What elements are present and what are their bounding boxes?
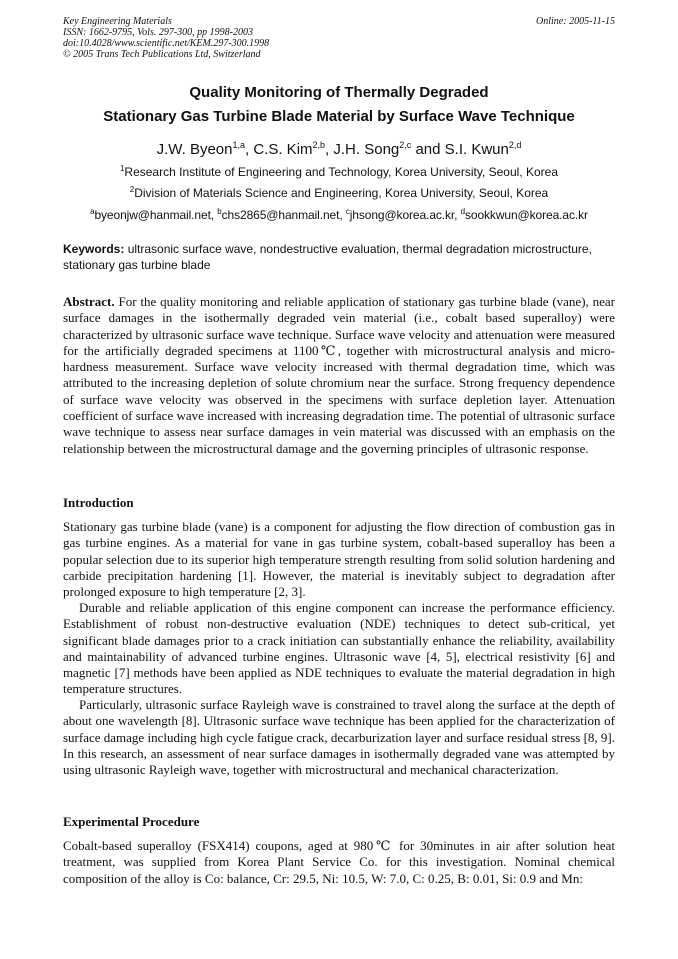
journal-header	[63, 16, 615, 60]
author-superscript: 1,a	[232, 140, 245, 150]
title-line-1: Quality Monitoring of Thermally Degraded	[189, 84, 489, 101]
email-superscript: c	[345, 207, 350, 216]
author-separator: ,	[245, 141, 254, 158]
introduction-heading: Introduction	[63, 495, 134, 510]
affiliation-2	[63, 185, 615, 201]
affiliation-text: Division of Materials Science and Engineering, Korea University, Seoul, Korea	[134, 186, 549, 200]
introduction-paragraph-2	[63, 600, 615, 698]
email-address: byeonjw@hanmail.net,	[94, 208, 218, 222]
experimental-paragraph-1: Cobalt-based superalloy (FSX414) coupons, aged at 980℃ for 30minutes in air after solution heat treatment, was supplied from Korea Plant Service Co. for this investigation. Nominal chemical composition of the alloy is Co: balance, Cr: 29.5, Ni: 10.5, W: 7.0, C: 0.25, B: 0.01, Si: 0.9 and Mn:	[63, 838, 615, 886]
journal-name: Key Engineering Materials	[63, 16, 172, 27]
email-address: chs2865@hanmail.net,	[221, 208, 346, 222]
affiliation-superscript: 2	[129, 185, 135, 194]
email-address: sookkwun@korea.ac.kr	[464, 208, 588, 222]
issn-line: ISSN: 1662-9795, Vols. 297-300, pp 1998-2003	[63, 27, 253, 38]
email-address: jhsong@korea.ac.kr,	[349, 208, 461, 222]
author-name: C.S. Kim	[253, 141, 313, 158]
author-list	[63, 140, 615, 160]
author-separator: ,	[325, 141, 334, 158]
copyright-line: © 2005 Trans Tech Publications Ltd, Switzerland	[63, 49, 261, 60]
title-line-2: Stationary Gas Turbine Blade Material by Surface Wave Technique	[103, 108, 575, 125]
email-superscript: a	[90, 207, 95, 216]
online-date: Online: 2005-11-15	[536, 16, 615, 27]
keywords-block	[63, 241, 615, 273]
author-superscript: 2,c	[399, 140, 412, 150]
doi-line: doi:10.4028/www.scientific.net/KEM.297-300.1998	[63, 38, 270, 49]
abstract-label: Abstract.	[63, 294, 115, 309]
author-separator: and	[411, 141, 445, 158]
paragraph-text: Particularly, ultrasonic surface Rayleigh wave is constrained to travel along the surface at the depth of about one wavelength [8]. Ultrasonic surface wave technique has been applied for the characterization of surface damage including high cycle fatigue crack, decarburization layer and surface residual stress [8, 9]. In this research, an assessment of near surface damages in isothermally degraded vane was attempted by using ultrasonic Rayleigh wave, together with microstructural and mechanical characterization.	[63, 697, 615, 778]
affiliation-text: Research Institute of Engineering and Technology, Korea University, Seoul, Korea	[124, 165, 559, 179]
introduction-paragraph-1: Stationary gas turbine blade (vane) is a component for adjusting the flow direction of combustion gas in gas turbine engines. As a material for vane in gas turbine system, cobalt-based superalloy has been a popular selection due to its superior high temperature strength resulting from solid solution hardening and carbide precipitation hardening [1]. However, the material is inevitably subject to degradation after prolonged exposure to high temperature [2, 3].	[63, 519, 615, 600]
email-superscript: b	[217, 207, 222, 216]
introduction-paragraph-3	[63, 697, 615, 778]
paper-title	[63, 81, 615, 129]
keywords-label: Keywords:	[63, 242, 125, 256]
email-list	[63, 207, 615, 223]
author-superscript: 2,b	[312, 140, 326, 150]
keywords-text: ultrasonic surface wave, nondestructive evaluation, thermal degradation microstructure, stationary gas turbine blade	[63, 242, 592, 272]
email-superscript: d	[460, 207, 465, 216]
author-name: S.I. Kwun	[444, 141, 509, 158]
author-name: J.H. Song	[333, 141, 400, 158]
affiliation-superscript: 1	[119, 164, 125, 173]
abstract-paragraph	[63, 294, 615, 457]
affiliation-1	[63, 164, 615, 180]
author-name: J.W. Byeon	[156, 141, 233, 158]
author-superscript: 2,d	[508, 140, 522, 150]
abstract-text: For the quality monitoring and reliable application of stationary gas turbine blade (vane), near surface damages in the isothermally degraded vein material (i.e., cobalt based superalloy) were characterized by ultrasonic surface wave technique. Surface wave velocity and attenuation were measured for the artificially degraded specimens at 1100℃, together with microstructural analysis and micro-hardness measurement. Surface wave velocity increased with thermal degradation time, which was attributed to the increasing depletion of solute chromium near the surface. Strong frequency dependence of surface wave velocity was observed in the specimens with surface depletion layer. Attenuation coefficient of surface wave increased with increasing degradation time. The potential of ultrasonic surface wave technique to assess near surface damages in vein material was discussed with an emphasis on the relationship between the microstructural damage and the governing principles of ultrasonic response.	[63, 294, 615, 456]
experimental-heading: Experimental Procedure	[63, 814, 200, 829]
paragraph-text: Durable and reliable application of this engine component can increase the performance efficiency. Establishment of robust non-destructive evaluation (NDE) techniques to detect sub-critical, yet significant blade damages prior to a crack initiation can substantially enhance the reliability, availability and maintainability of advanced turbine engines. Ultrasonic wave [4, 5], electrical resistivity [6] and magnetic [7] methods have been applied as NDE techniques to evaluate the material degradation in high temperature structures.	[63, 600, 615, 697]
